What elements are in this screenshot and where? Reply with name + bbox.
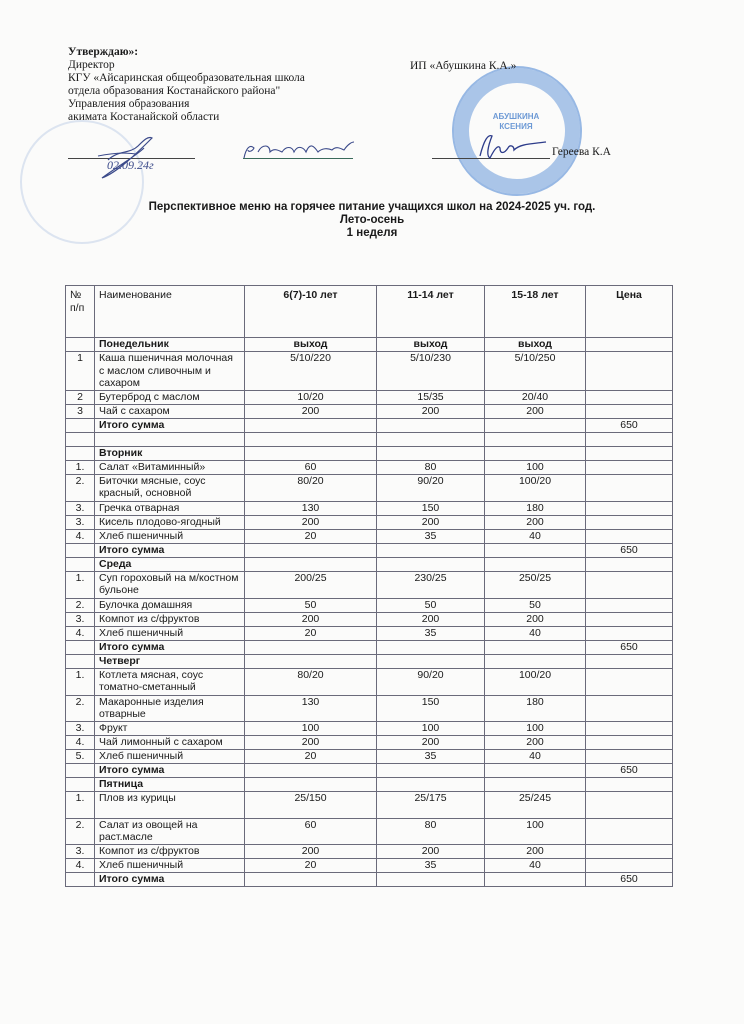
item-output-age-15-18: 40 <box>485 626 586 640</box>
day-header-row <box>66 338 673 352</box>
total-sum: 650 <box>586 763 673 777</box>
table-row <box>66 818 673 844</box>
item-price <box>586 529 673 543</box>
item-output-age-15-18: 5/10/250 <box>485 352 586 391</box>
total-row <box>66 543 673 557</box>
item-num: 4. <box>66 626 95 640</box>
table-row <box>66 858 673 872</box>
table-row <box>66 695 673 721</box>
item-price <box>586 352 673 391</box>
total-empty-cell <box>485 640 586 654</box>
day-name: Понедельник <box>95 338 245 352</box>
item-price <box>586 404 673 418</box>
table-row <box>66 404 673 418</box>
item-num: 3. <box>66 501 95 515</box>
total-sum: 650 <box>586 418 673 432</box>
item-output-age-15-18: 40 <box>485 858 586 872</box>
table-header-row <box>66 286 673 338</box>
table-row <box>66 735 673 749</box>
day-price-cell <box>586 446 673 460</box>
item-output-age-15-18: 100 <box>485 818 586 844</box>
header-age-15-18: 15-18 лет <box>485 286 586 338</box>
item-output-age-6-10: 60 <box>245 818 377 844</box>
item-output-age-6-10: 200 <box>245 844 377 858</box>
total-num-cell <box>66 543 95 557</box>
total-label: Итого сумма <box>95 418 245 432</box>
item-output-age-11-14: 200 <box>377 612 485 626</box>
item-output-age-6-10: 100 <box>245 721 377 735</box>
day-price-cell <box>586 654 673 668</box>
total-label: Итого сумма <box>95 872 245 886</box>
day-name: Четверг <box>95 654 245 668</box>
item-num: 2. <box>66 695 95 721</box>
item-output-age-6-10: 130 <box>245 695 377 721</box>
item-price <box>586 791 673 818</box>
output-label <box>245 557 377 571</box>
item-output-age-11-14: 100 <box>377 721 485 735</box>
item-price <box>586 474 673 501</box>
output-label <box>485 557 586 571</box>
item-output-age-15-18: 100/20 <box>485 474 586 501</box>
table-row <box>66 721 673 735</box>
item-output-age-15-18: 200 <box>485 404 586 418</box>
blank-cell <box>485 432 586 446</box>
item-output-age-6-10: 200 <box>245 735 377 749</box>
total-label: Итого сумма <box>95 543 245 557</box>
day-header-row <box>66 777 673 791</box>
item-output-age-15-18: 20/40 <box>485 390 586 404</box>
item-name: Чай с сахаром <box>95 404 245 418</box>
total-sum: 650 <box>586 543 673 557</box>
output-label: выход <box>377 338 485 352</box>
table-row <box>66 352 673 391</box>
item-num: 3. <box>66 612 95 626</box>
item-name: Хлеб пшеничный <box>95 529 245 543</box>
item-output-age-6-10: 10/20 <box>245 390 377 404</box>
item-output-age-15-18: 40 <box>485 529 586 543</box>
item-num: 4. <box>66 735 95 749</box>
signature-date: 02.09.24г <box>107 158 154 172</box>
item-output-age-6-10: 200 <box>245 612 377 626</box>
item-price <box>586 749 673 763</box>
item-price <box>586 515 673 529</box>
blank-row <box>66 432 673 446</box>
table-row <box>66 791 673 818</box>
stamp-supplier-text <box>490 112 542 132</box>
item-output-age-11-14: 5/10/230 <box>377 352 485 391</box>
signature-mid <box>240 138 360 164</box>
item-num: 2. <box>66 598 95 612</box>
item-num: 3. <box>66 721 95 735</box>
item-output-age-11-14: 150 <box>377 695 485 721</box>
item-output-age-15-18: 100/20 <box>485 668 586 695</box>
item-output-age-15-18: 40 <box>485 749 586 763</box>
item-price <box>586 818 673 844</box>
item-output-age-15-18: 25/245 <box>485 791 586 818</box>
item-price <box>586 598 673 612</box>
output-label <box>377 557 485 571</box>
day-num-cell <box>66 338 95 352</box>
item-output-age-11-14: 150 <box>377 501 485 515</box>
item-price <box>586 501 673 515</box>
document-title: Перспективное меню на горячее питание учащихся школ на 2024-2025 уч. год. <box>148 201 596 213</box>
item-name: Макаронные изделия отварные <box>95 695 245 721</box>
day-price-cell <box>586 777 673 791</box>
item-output-age-6-10: 20 <box>245 858 377 872</box>
item-output-age-6-10: 80/20 <box>245 474 377 501</box>
item-output-age-6-10: 20 <box>245 749 377 763</box>
item-name: Хлеб пшеничный <box>95 626 245 640</box>
item-name: Суп гороховый на м/костном бульоне <box>95 571 245 598</box>
item-name: Каша пшеничная молочная с маслом сливочным и сахаром <box>95 352 245 391</box>
item-output-age-6-10: 200/25 <box>245 571 377 598</box>
output-label <box>245 654 377 668</box>
item-name: Хлеб пшеничный <box>95 858 245 872</box>
item-output-age-11-14: 200 <box>377 844 485 858</box>
item-output-age-11-14: 80 <box>377 818 485 844</box>
item-price <box>586 460 673 474</box>
output-label <box>377 777 485 791</box>
stamp-line: АБУШКИНА <box>492 112 540 121</box>
item-output-age-11-14: 35 <box>377 749 485 763</box>
item-num: 4. <box>66 529 95 543</box>
day-num-cell <box>66 777 95 791</box>
output-label <box>377 654 485 668</box>
item-name: Фрукт <box>95 721 245 735</box>
document-title-block <box>0 201 744 240</box>
approval-line: КГУ «Айсаринская общеобразовательная школа <box>68 72 305 84</box>
item-name: Плов из курицы <box>95 791 245 818</box>
total-row <box>66 640 673 654</box>
total-empty-cell <box>245 763 377 777</box>
total-empty-cell <box>377 418 485 432</box>
total-num-cell <box>66 418 95 432</box>
item-name: Салат из овощей на раст.масле <box>95 818 245 844</box>
approval-line: отдела образования Костанайского района" <box>68 85 281 97</box>
header-num: № п/п <box>66 286 95 338</box>
stamp-line: КСЕНИЯ <box>499 122 533 131</box>
supplier-signer: Гереева К.А <box>552 146 611 158</box>
item-price <box>586 571 673 598</box>
day-price-cell <box>586 338 673 352</box>
header-age-11-14: 11-14 лет <box>377 286 485 338</box>
item-output-age-11-14: 200 <box>377 735 485 749</box>
item-price <box>586 612 673 626</box>
item-name: Хлеб пшеничный <box>95 749 245 763</box>
approval-title: Утверждаю»: <box>68 46 139 58</box>
output-label: выход <box>485 338 586 352</box>
item-output-age-11-14: 35 <box>377 529 485 543</box>
blank-cell <box>377 432 485 446</box>
item-output-age-15-18: 180 <box>485 695 586 721</box>
table-row <box>66 390 673 404</box>
item-num: 1. <box>66 668 95 695</box>
total-empty-cell <box>485 543 586 557</box>
output-label <box>377 446 485 460</box>
item-name: Кисель плодово-ягодный <box>95 515 245 529</box>
item-output-age-11-14: 35 <box>377 626 485 640</box>
item-output-age-6-10: 60 <box>245 460 377 474</box>
output-label <box>485 446 586 460</box>
total-label: Итого сумма <box>95 763 245 777</box>
total-empty-cell <box>245 872 377 886</box>
item-output-age-15-18: 100 <box>485 460 586 474</box>
blank-cell <box>95 432 245 446</box>
item-name: Бутерброд с маслом <box>95 390 245 404</box>
item-num: 2. <box>66 818 95 844</box>
item-name: Гречка отварная <box>95 501 245 515</box>
table-row <box>66 460 673 474</box>
item-output-age-15-18: 50 <box>485 598 586 612</box>
day-header-row <box>66 654 673 668</box>
total-row <box>66 418 673 432</box>
table-row <box>66 571 673 598</box>
item-output-age-11-14: 200 <box>377 404 485 418</box>
output-label <box>245 446 377 460</box>
table-row <box>66 844 673 858</box>
item-output-age-11-14: 15/35 <box>377 390 485 404</box>
menu-table <box>65 285 673 887</box>
day-num-cell <box>66 557 95 571</box>
total-empty-cell <box>485 872 586 886</box>
item-output-age-11-14: 50 <box>377 598 485 612</box>
item-output-age-11-14: 230/25 <box>377 571 485 598</box>
item-output-age-15-18: 200 <box>485 844 586 858</box>
item-output-age-15-18: 180 <box>485 501 586 515</box>
item-output-age-6-10: 130 <box>245 501 377 515</box>
table-row <box>66 749 673 763</box>
total-empty-cell <box>245 418 377 432</box>
output-label <box>485 777 586 791</box>
supplier-name: ИП «Абушкина К.А.» <box>410 60 517 72</box>
total-sum: 650 <box>586 640 673 654</box>
item-output-age-11-14: 25/175 <box>377 791 485 818</box>
item-output-age-11-14: 90/20 <box>377 474 485 501</box>
item-output-age-15-18: 200 <box>485 515 586 529</box>
item-output-age-6-10: 20 <box>245 529 377 543</box>
item-num: 2. <box>66 474 95 501</box>
blank-cell <box>245 432 377 446</box>
table-row <box>66 529 673 543</box>
total-empty-cell <box>377 543 485 557</box>
item-price <box>586 695 673 721</box>
total-num-cell <box>66 763 95 777</box>
item-name: Чай лимонный с сахаром <box>95 735 245 749</box>
total-row <box>66 872 673 886</box>
output-label: выход <box>245 338 377 352</box>
output-label <box>485 654 586 668</box>
item-name: Булочка домашняя <box>95 598 245 612</box>
table-row <box>66 474 673 501</box>
day-header-row <box>66 557 673 571</box>
blank-cell <box>66 432 95 446</box>
item-output-age-11-14: 35 <box>377 858 485 872</box>
item-output-age-15-18: 200 <box>485 735 586 749</box>
total-num-cell <box>66 872 95 886</box>
item-name: Салат «Витаминный» <box>95 460 245 474</box>
total-empty-cell <box>485 763 586 777</box>
approval-line: Управления образования <box>68 98 190 110</box>
item-num: 4. <box>66 858 95 872</box>
item-output-age-15-18: 250/25 <box>485 571 586 598</box>
item-output-age-11-14: 80 <box>377 460 485 474</box>
item-output-age-15-18: 100 <box>485 721 586 735</box>
item-name: Котлета мясная, соус томатно-сметанный <box>95 668 245 695</box>
table-row <box>66 598 673 612</box>
total-empty-cell <box>377 872 485 886</box>
total-num-cell <box>66 640 95 654</box>
item-price <box>586 735 673 749</box>
day-name: Пятница <box>95 777 245 791</box>
item-num: 2 <box>66 390 95 404</box>
day-header-row <box>66 446 673 460</box>
item-num: 5. <box>66 749 95 763</box>
item-output-age-11-14: 90/20 <box>377 668 485 695</box>
item-name: Биточки мясные, соус красный, основной <box>95 474 245 501</box>
item-output-age-6-10: 5/10/220 <box>245 352 377 391</box>
header-name: Наименование <box>95 286 245 338</box>
table-row <box>66 612 673 626</box>
blank-cell <box>586 432 673 446</box>
header-age-6-10: 6(7)-10 лет <box>245 286 377 338</box>
item-price <box>586 858 673 872</box>
table-row <box>66 668 673 695</box>
item-output-age-6-10: 200 <box>245 515 377 529</box>
item-num: 1. <box>66 460 95 474</box>
day-num-cell <box>66 654 95 668</box>
document-week: 1 неделя <box>346 227 398 239</box>
day-name: Вторник <box>95 446 245 460</box>
item-output-age-11-14: 200 <box>377 515 485 529</box>
table-row <box>66 515 673 529</box>
total-empty-cell <box>485 418 586 432</box>
day-price-cell <box>586 557 673 571</box>
item-num: 1 <box>66 352 95 391</box>
item-price <box>586 626 673 640</box>
item-num: 3. <box>66 515 95 529</box>
item-name: Компот из с/фруктов <box>95 844 245 858</box>
total-empty-cell <box>245 543 377 557</box>
approval-line: акимата Костанайской области <box>68 111 220 123</box>
output-label <box>245 777 377 791</box>
item-output-age-6-10: 25/150 <box>245 791 377 818</box>
header-price: Цена <box>586 286 673 338</box>
item-price <box>586 721 673 735</box>
total-empty-cell <box>377 640 485 654</box>
item-output-age-6-10: 20 <box>245 626 377 640</box>
item-output-age-6-10: 200 <box>245 404 377 418</box>
item-num: 1. <box>66 571 95 598</box>
total-empty-cell <box>245 640 377 654</box>
item-price <box>586 390 673 404</box>
table-row <box>66 501 673 515</box>
approval-line: Директор <box>68 59 115 71</box>
signature-supplier <box>470 130 550 162</box>
day-num-cell <box>66 446 95 460</box>
item-num: 3. <box>66 844 95 858</box>
table-row <box>66 626 673 640</box>
total-sum: 650 <box>586 872 673 886</box>
total-row <box>66 763 673 777</box>
approval-block <box>68 46 305 124</box>
total-empty-cell <box>377 763 485 777</box>
item-num: 3 <box>66 404 95 418</box>
item-price <box>586 844 673 858</box>
item-output-age-6-10: 80/20 <box>245 668 377 695</box>
day-name: Среда <box>95 557 245 571</box>
item-name: Компот из с/фруктов <box>95 612 245 626</box>
item-output-age-15-18: 200 <box>485 612 586 626</box>
item-output-age-6-10: 50 <box>245 598 377 612</box>
item-num: 1. <box>66 791 95 818</box>
item-price <box>586 668 673 695</box>
document-season: Лето-осень <box>339 214 405 226</box>
total-label: Итого сумма <box>95 640 245 654</box>
